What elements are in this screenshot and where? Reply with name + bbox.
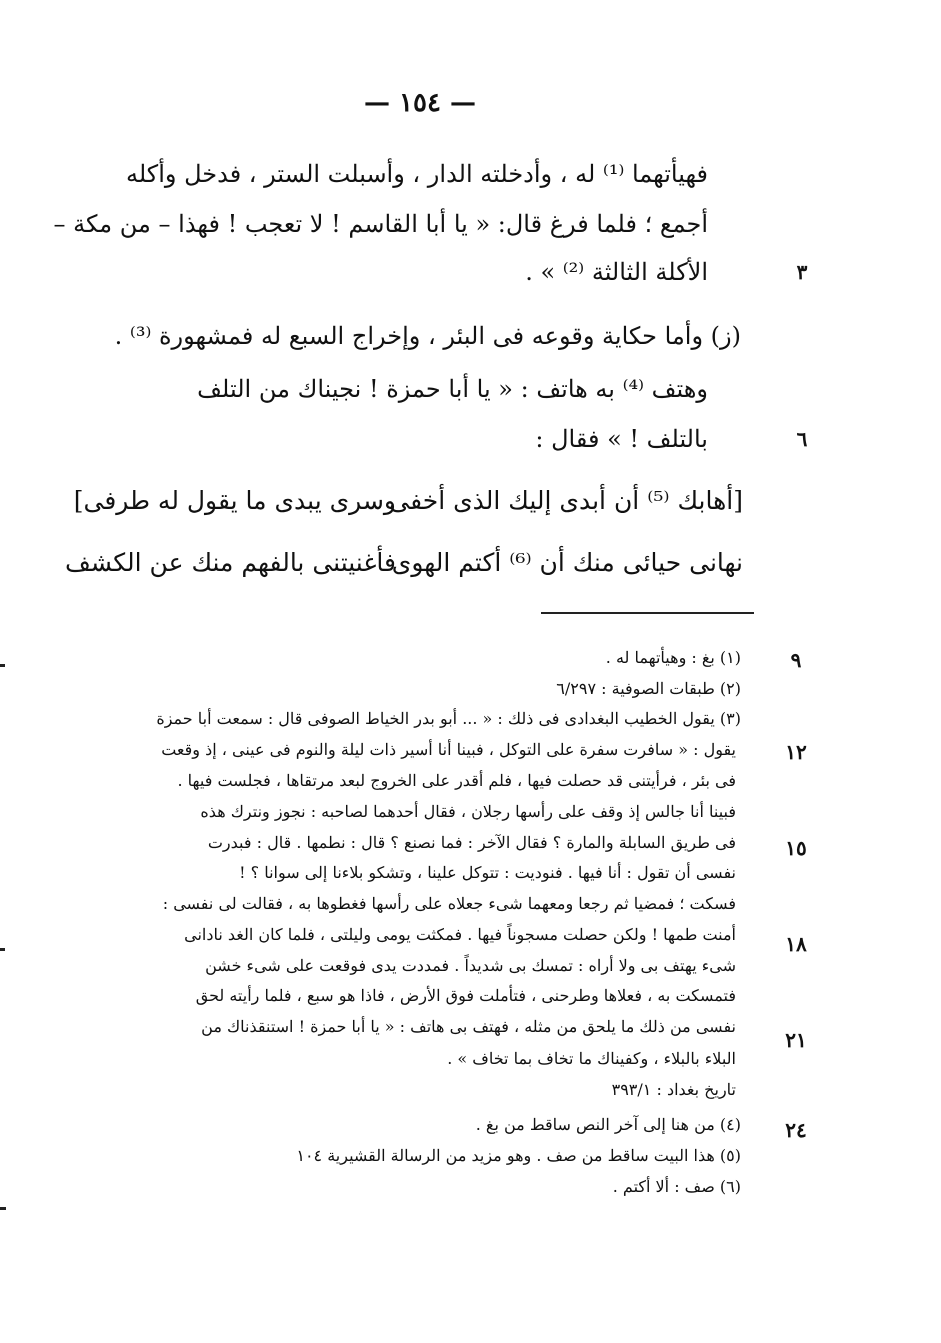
- footnote-line: فتمسكت به ، فعلاها وطرحنى ، فتأملت فوق الأرض ، فاذا هو سبع ، فلما رأيته لحق: [195, 986, 736, 1005]
- footnote-line: نفسى من ذلك ما يلحق من مثله ، فهتف بى هاتف : « يا أبا حمزة ! استنقذناك من: [201, 1017, 736, 1036]
- verse-first-hemistich: [أهابك ⁽⁵⁾ أن أبدى إليك الذى أخفى: [389, 486, 743, 515]
- line-number: ١٨: [785, 932, 807, 956]
- line-number: ١٥: [785, 836, 807, 860]
- footnote-line: البلاء بالبلاء ، وكفيناك ما تخاف بما تخاف » .: [447, 1049, 736, 1068]
- footnote-line: أمنت طمها ! ولكن حصلت مسجوناً فيها . فمكثت يومى وليلتى ، فلما كان الغد نادانى: [184, 925, 736, 944]
- scan-mark: [0, 948, 5, 951]
- footnote-line: فسكت ؛ فمضيا ثم رجعا ومعهما شىء جعلاه على رأسها فغطوها به ، فقالت لى نفسى :: [162, 894, 736, 913]
- main-text-line: وهتف ⁽⁴⁾ به هاتف : « يا أبا حمزة ! نجيناك من التلف: [197, 375, 708, 403]
- verse-first-hemistich: نهانى حيائى منك أن ⁽⁶⁾ أكتم الهوى: [391, 548, 743, 577]
- main-text-line: فهيأتهما ⁽¹⁾ له ، وأدخلته الدار ، وأسبلت الستر ، فدخل وأكله: [125, 160, 708, 188]
- footnote-line: فى بئر ، فرأيتنى قد حصلت فيها ، فلم أقدر على الخروج لبعد مرتقاها ، فجلست فيها .: [177, 771, 736, 790]
- main-text-line: (ز) وأما حكاية وقوعه فى البئر ، وإخراج السبع له فمشهورة ⁽³⁾ .: [114, 322, 741, 350]
- footnote-line: فى طريق السابلة والمارة ؟ فقال الآخر : فما نصنع ؟ قال : نطمها . قال : فبدرت: [207, 833, 736, 852]
- footnote-line: (٢) طبقات الصوفية : ٦/٢٩٧: [556, 679, 741, 698]
- line-number: ٩: [790, 648, 802, 672]
- footnote-line: شىء يهتف بى ولا أراه : تمسك بى شديداً . فمددت يدى فوقعت على شىء خشن: [205, 956, 736, 975]
- scan-mark: [0, 1207, 6, 1210]
- line-number: ١٢: [785, 740, 807, 764]
- verse-second-hemistich: وسرى يبدى ما يقول له طرفى]: [73, 486, 396, 515]
- main-text-line: الأكلة الثالثة ⁽²⁾ » .: [525, 258, 708, 286]
- footnote-line: (١) بغ : وهيأتهما له .: [605, 648, 741, 667]
- footnote-line: (٥) هذا البيت ساقط من صف . وهو مزيد من الرسالة القشيرية ١٠٤: [296, 1146, 741, 1165]
- footnote-line: (٦) صف : ألا أكتم .: [612, 1177, 741, 1196]
- footnote-line: (٣) يقول الخطيب البغدادى فى ذلك : « ... أبو بدر الخياط الصوفى قال : سمعت أبا حمزة: [156, 709, 741, 728]
- footnote-line: (٤) من هنا إلى آخر النص ساقط من بغ .: [475, 1115, 741, 1134]
- page-number: — ١٥٤ —: [363, 88, 477, 118]
- line-number: ٢٤: [785, 1118, 807, 1142]
- footnote-line: فبينا أنا جالس إذ وقف على رأسها رجلان ، فقال أحدهما لصاحبه : نجوز ونترك هذه: [200, 802, 736, 821]
- footnote-divider: [541, 612, 754, 614]
- main-text-line: أجمع ؛ فلما فرغ قال: « يا أبا القاسم ! لا تعجب ! فهذا – من مكة –: [53, 210, 708, 238]
- footnote-line: تاريخ بغداد : ٣٩٣/١: [611, 1080, 736, 1099]
- verse-second-hemistich: فأغنيتنى بالفهم منك عن الكشف: [65, 548, 396, 577]
- footnote-line: يقول : « سافرت سفرة على التوكل ، فبينا أنا أسير ذات ليلة والنوم فى عينى ، إذ وقعت: [161, 740, 736, 759]
- scan-mark: [0, 664, 5, 667]
- main-text-line: بالتلف ! » فقال :: [535, 425, 708, 453]
- line-number: ٢١: [785, 1028, 807, 1052]
- line-number: ٦: [796, 427, 808, 451]
- line-number: ٣: [796, 260, 808, 284]
- footnote-line: نفسى أن تقول : أنا فيها . فنوديت : تتوكل علينا ، وتشكو بلاءنا إلى سوانا ؟ !: [239, 863, 736, 882]
